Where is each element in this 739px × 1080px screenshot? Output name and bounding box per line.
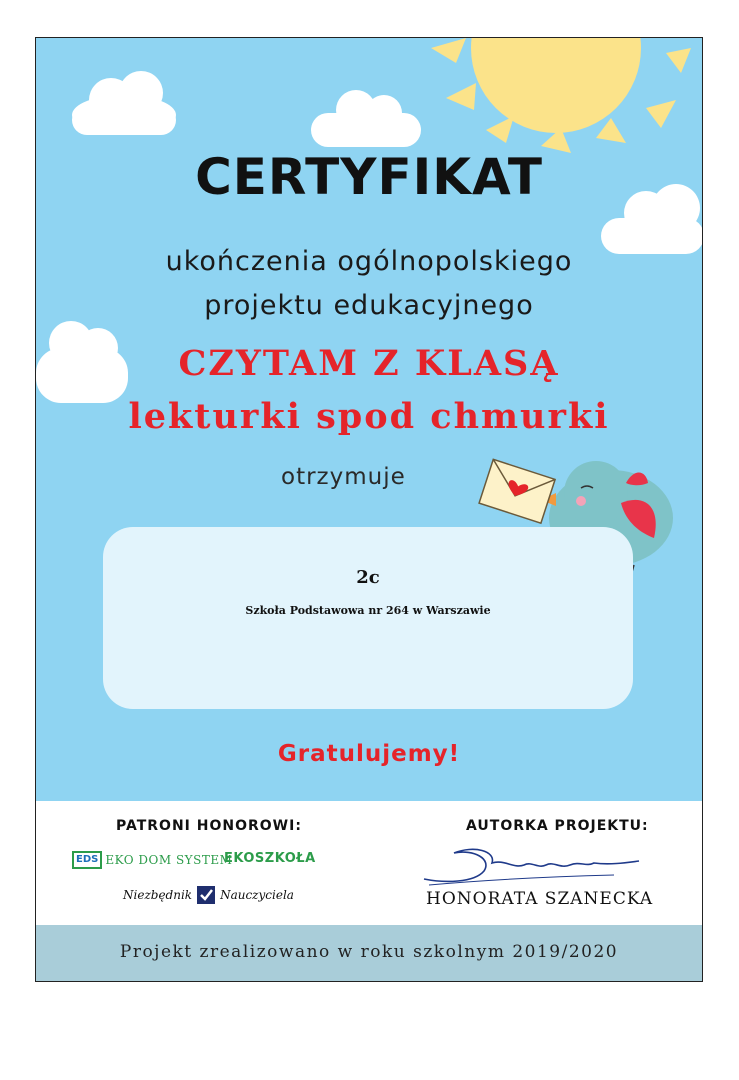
receives-label: otrzymuje [281,464,406,490]
project-title-line-1: CZYTAM Z KLASĄ [178,343,560,384]
nn-left-text: Niezbędnik [123,888,193,902]
recipient-school: Szkoła Podstawowa nr 264 w Warszawie [245,604,491,617]
recipient-box [103,527,633,709]
eds-badge: EDS [72,851,102,869]
ekoszkola-logo: EKOSZKOŁA [224,851,316,866]
subtitle-line-2: projektu edukacyjnego [204,290,534,321]
sun-icon [431,38,691,153]
congratulations-text: Gratulujemy! [277,741,461,767]
cloud-icon [72,71,176,135]
author-label: AUTORKA PROJEKTU: [466,818,649,834]
project-title-line-2: lekturki spod chmurki [128,396,610,437]
eko-dom-system-logo [72,851,232,869]
patrons-label: PATRONI HONOROWI: [116,818,302,834]
footer-panel [36,801,702,925]
certificate [35,37,703,982]
niezbednik-nauczyciela-logo [123,886,294,904]
signature-icon [414,841,644,891]
eds-name: EKO DOM SYSTEM [105,853,233,867]
bottom-bar [36,925,702,981]
recipient-name: 2c [356,567,380,588]
certificate-title: CERTYFIKAT [195,148,543,206]
subtitle-line-1: ukończenia ogólnopolskiego [165,246,573,277]
nn-right-text: Nauczyciela [220,888,294,902]
bottom-note: Projekt zrealizowano w roku szkolnym 2019/2020 [119,942,619,962]
cloud-icon [311,90,421,147]
checkmark-icon [197,886,215,904]
author-name: HONORATA SZANECKA [426,889,654,909]
